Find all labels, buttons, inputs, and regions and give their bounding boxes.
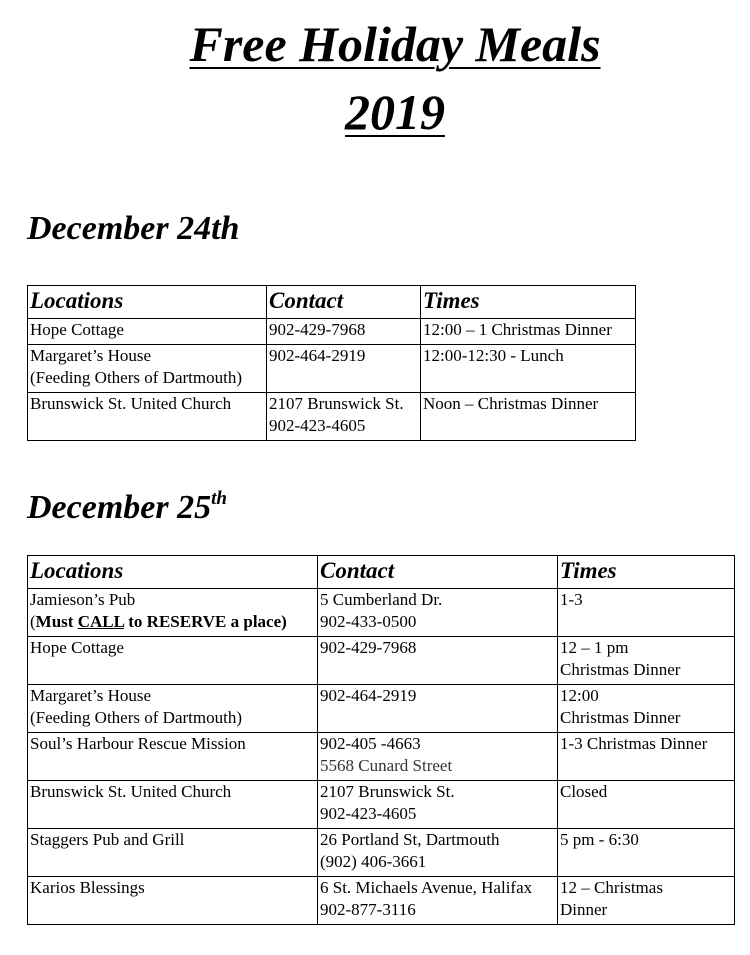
times-cell xyxy=(421,345,636,393)
contact-line: 902-405 -4663 xyxy=(320,734,421,753)
column-header-times: Times xyxy=(421,286,636,319)
location-cell xyxy=(28,319,267,345)
table-row xyxy=(28,393,636,441)
time-line: Christmas Dinner xyxy=(560,660,681,679)
note-reserve: to RESERVE a place) xyxy=(124,612,287,631)
contact-line: 5 Cumberland Dr. xyxy=(320,590,443,609)
table-row xyxy=(28,637,735,685)
contact-line: 902-433-0500 xyxy=(320,612,417,631)
times-cell xyxy=(558,685,735,733)
contact-line: 2107 Brunswick St. xyxy=(269,394,404,413)
location-cell xyxy=(28,781,318,829)
note-paren: ( xyxy=(30,612,36,631)
location-name: Jamieson’s Pub xyxy=(30,590,136,609)
location-cell xyxy=(28,685,318,733)
contact-line: 6 St. Michaels Avenue, Halifax xyxy=(320,878,533,897)
time-line: Noon – Christmas Dinner xyxy=(423,394,599,413)
table-row xyxy=(28,319,636,345)
times-cell xyxy=(421,319,636,345)
time-line: 12:00-12:30 - Lunch xyxy=(423,346,564,365)
table-row xyxy=(28,829,735,877)
column-header-contact: Contact xyxy=(267,286,421,319)
contact-cell xyxy=(267,319,421,345)
location-name: Brunswick St. United Church xyxy=(30,394,232,413)
location-cell xyxy=(28,877,318,925)
contact-line: 902-877-3116 xyxy=(320,900,416,919)
contact-cell xyxy=(318,877,558,925)
time-line: Dinner xyxy=(560,900,608,919)
table-row xyxy=(28,685,735,733)
times-cell xyxy=(558,637,735,685)
time-line: 12:00 – 1 Christmas Dinner xyxy=(423,320,612,339)
times-cell xyxy=(558,589,735,637)
time-line: 12 – 1 pm xyxy=(560,638,629,657)
times-cell xyxy=(558,781,735,829)
time-line: Closed xyxy=(560,782,608,801)
location-cell xyxy=(28,393,267,441)
contact-line: 902-423-4605 xyxy=(320,804,417,823)
contact-line: 902-464-2919 xyxy=(320,686,417,705)
page-title-year: 2019 xyxy=(345,84,445,140)
location-cell xyxy=(28,345,267,393)
contact-cell xyxy=(318,733,558,781)
reservation-note xyxy=(30,611,317,633)
page-title: Free Holiday Meals xyxy=(189,16,601,72)
section-heading-dec24: December 24th xyxy=(27,210,240,247)
contact-cell xyxy=(267,393,421,441)
time-line: 1-3 Christmas Dinner xyxy=(560,734,708,753)
location-name: Margaret’s House xyxy=(30,686,152,705)
contact-line: (902) 406-3661 xyxy=(320,852,427,871)
table-header-row xyxy=(28,556,735,589)
location-cell xyxy=(28,829,318,877)
contact-cell xyxy=(318,781,558,829)
contact-line: 2107 Brunswick St. xyxy=(320,782,455,801)
table-row xyxy=(28,345,636,393)
column-header-contact: Contact xyxy=(318,556,558,589)
times-cell xyxy=(558,733,735,781)
location-name: Staggers Pub and Grill xyxy=(30,830,185,849)
contact-line: 902-423-4605 xyxy=(269,416,366,435)
times-cell xyxy=(421,393,636,441)
times-cell xyxy=(558,829,735,877)
contact-cell xyxy=(318,589,558,637)
column-header-locations: Locations xyxy=(28,556,318,589)
column-header-times: Times xyxy=(558,556,735,589)
heading-text: December 25 xyxy=(27,489,212,526)
location-name: Brunswick St. United Church xyxy=(30,782,232,801)
table-row xyxy=(28,733,735,781)
contact-line: 5568 Cunard Street xyxy=(320,756,453,775)
dec24-table xyxy=(27,285,636,441)
contact-cell xyxy=(267,345,421,393)
section-heading-dec25 xyxy=(27,479,227,528)
time-line: 5 pm - 6:30 xyxy=(560,830,639,849)
note-call: CALL xyxy=(77,612,124,631)
time-line: 12 – Christmas xyxy=(560,878,663,897)
location-name: Hope Cottage xyxy=(30,320,124,339)
times-cell xyxy=(558,877,735,925)
contact-cell xyxy=(318,685,558,733)
contact-line: 902-464-2919 xyxy=(269,346,366,365)
table-row xyxy=(28,877,735,925)
heading-suffix: th xyxy=(211,488,227,509)
contact-line: 902-429-7968 xyxy=(320,638,417,657)
contact-line: 26 Portland St, Dartmouth xyxy=(320,830,500,849)
time-line: Christmas Dinner xyxy=(560,708,681,727)
location-cell xyxy=(28,589,318,637)
table-row xyxy=(28,589,735,637)
table-row xyxy=(28,781,735,829)
location-note: (Feeding Others of Dartmouth) xyxy=(30,708,242,727)
location-cell xyxy=(28,637,318,685)
location-name: Soul’s Harbour Rescue Mission xyxy=(30,734,246,753)
contact-line: 902-429-7968 xyxy=(269,320,366,339)
column-header-locations: Locations xyxy=(28,286,267,319)
location-name: Hope Cottage xyxy=(30,638,124,657)
location-cell xyxy=(28,733,318,781)
note-must: Must xyxy=(35,612,78,631)
time-line: 12:00 xyxy=(560,686,599,705)
location-note: (Feeding Others of Dartmouth) xyxy=(30,368,242,387)
location-name: Karios Blessings xyxy=(30,878,145,897)
location-name: Margaret’s House xyxy=(30,346,152,365)
time-line: 1-3 xyxy=(560,590,583,609)
contact-cell xyxy=(318,637,558,685)
dec25-table xyxy=(27,555,735,925)
contact-cell xyxy=(318,829,558,877)
table-header-row xyxy=(28,286,636,319)
